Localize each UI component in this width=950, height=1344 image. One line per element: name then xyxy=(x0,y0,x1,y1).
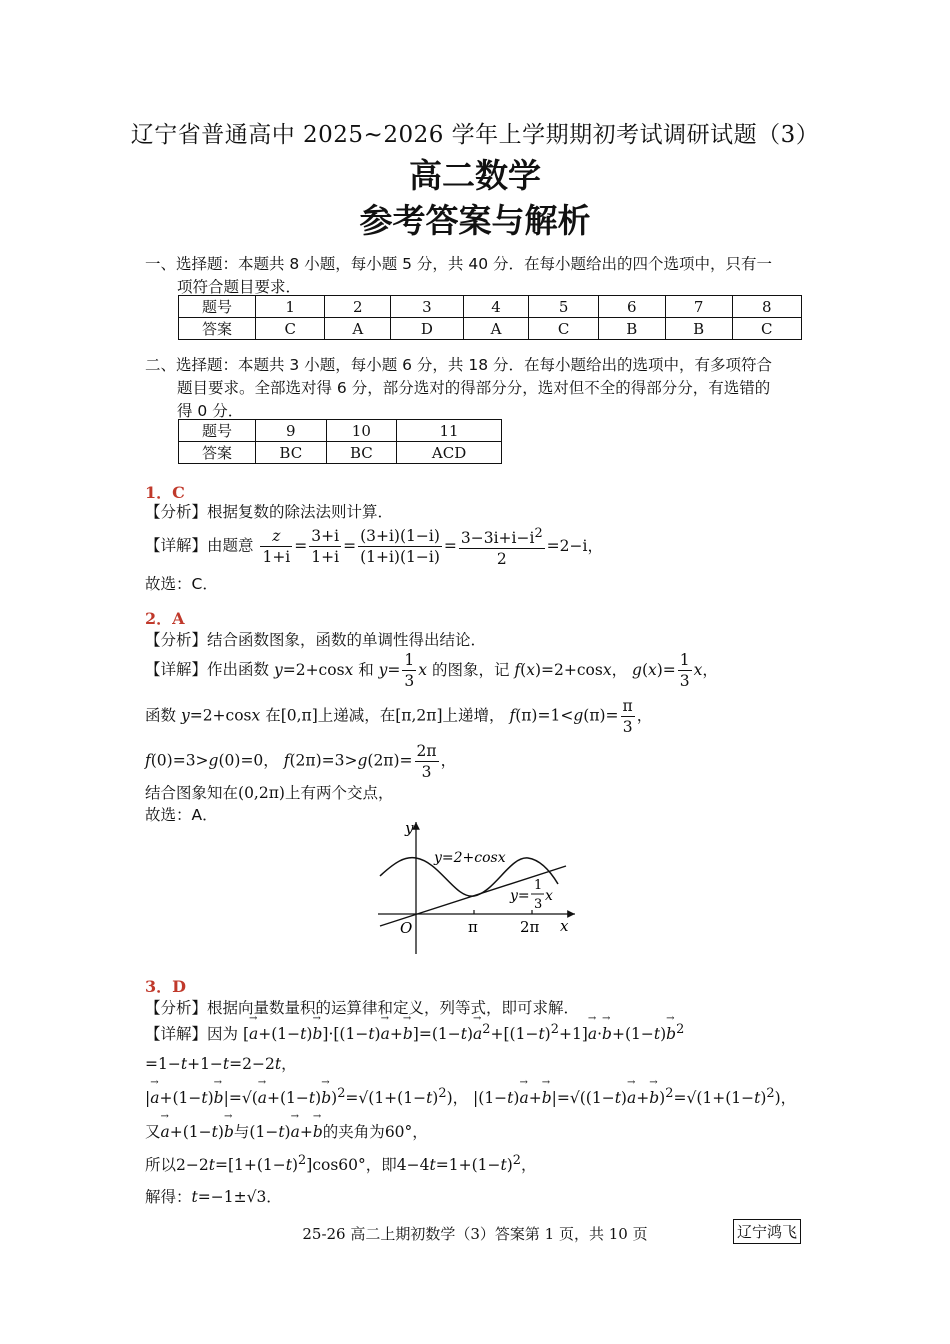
table-cell: 1 xyxy=(256,296,325,318)
q1-equation: $\frac{z}{1+i}$ = $\frac{3+i}{1+i}$ = $\frac{(3+i)(1-i)}{(1+i)(1-i)}$ = $\frac{3-3i+i-i^2}{2}$ =2−i， xyxy=(262,526,603,569)
table-header-number: 题号 xyxy=(179,420,256,442)
table-header-answer: 答案 xyxy=(179,442,256,464)
line-label-den: 3 xyxy=(534,897,543,912)
section2-answer-table xyxy=(178,419,502,464)
section2-desc-line3: 得 0 分． xyxy=(177,402,244,420)
subject-title: 高二数学 xyxy=(409,156,541,195)
table-cell: D xyxy=(391,318,463,340)
table-cell: A xyxy=(463,318,529,340)
page-footer: 25-26 高二上期初数学（3）答案第 1 页，共 10 页 xyxy=(302,1225,648,1243)
function-graph xyxy=(370,814,590,964)
table-cell: C xyxy=(732,318,801,340)
q3-line4-prefix: 所以 xyxy=(145,1156,177,1175)
brand-stamp: 辽宁鸿飞 xyxy=(733,1219,801,1244)
q3-equation-2: =1−t+1−t=2−2t， xyxy=(145,1055,297,1073)
table-cell: A xyxy=(325,318,391,340)
q3-analysis-text: 【分析】根据向量数量积的运算律和定义，列等式，即可求解． xyxy=(145,999,580,1017)
section1-desc-line2: 项符合题目要求． xyxy=(177,278,302,296)
table-cell: ACD xyxy=(397,442,502,464)
q3-line4-mid: ，即 xyxy=(365,1156,397,1175)
q3-equation-1: [→ $a+(1-t)\to b]\cdot[(1-t)\to a+\to b]=(1-t)\to a^2+[(1-t)^2+1]\to a\cdot\to b+(1-t)\to b^2$ xyxy=(243,1025,684,1043)
table-cell: 8 xyxy=(732,296,801,318)
q2-detail-prefix: 【详解】作出函数 xyxy=(145,660,270,679)
q2-line4b-text: 上有两个交点， xyxy=(284,784,394,802)
q3-equation-4: 所以$2-2t=[1+(1-t)^2]\cos 60^\circ$，即$4-4t=1+(1-t)^2$， xyxy=(145,1153,537,1175)
table-cell: 6 xyxy=(598,296,665,318)
q3-line3-prefix: 又 xyxy=(145,1123,161,1141)
q1-analysis xyxy=(145,500,393,522)
table-cell: 4 xyxy=(463,296,529,318)
q3-detail xyxy=(145,1022,684,1044)
q2-analysis xyxy=(145,628,486,650)
table-cell: 5 xyxy=(529,296,598,318)
label-x: x xyxy=(560,917,569,935)
table-row xyxy=(179,442,502,464)
table-cell: C xyxy=(256,318,325,340)
q1-heading: 1．C xyxy=(145,483,185,502)
table-cell: 2 xyxy=(325,296,391,318)
table-cell: 3 xyxy=(391,296,463,318)
label-2pi: 2π xyxy=(520,918,540,936)
label-y: y xyxy=(405,819,414,837)
q3-line5-text: 解得： xyxy=(145,1188,192,1206)
q3-angle-line: 又→ a+(1−t)→ b与(1−t)→ a+→ b的夹角为60°， xyxy=(145,1120,428,1142)
table-cell: 9 xyxy=(256,420,327,442)
q1-detail xyxy=(145,524,603,569)
label-pi: π xyxy=(468,918,478,936)
q3-solution: 解得：t=−1±√3． xyxy=(145,1188,282,1206)
q2-line4-text: 结合图象知在 xyxy=(145,784,239,802)
q3-equation-3: |→ $a+(1-t)\to b|=√(\to a+(1-t)\to b)^2=√(1+(1-t)^2)$， $|(1-t)\to a+\to b|=√((1-t)\to a+\to b)^2=√(1+(1-t)^2)$， xyxy=(145,1086,796,1108)
table-cell: 7 xyxy=(665,296,732,318)
q2-line-intersections: 结合图象知在(0,2π)上有两个交点， xyxy=(145,784,394,802)
table-cell: 11 xyxy=(397,420,502,442)
section2-description xyxy=(145,354,813,423)
table-cell: B xyxy=(665,318,732,340)
line-label-num: 1 xyxy=(534,878,543,893)
q1-detail-prefix: 【详解】由题意 xyxy=(145,536,254,555)
q3-line3-mid: 与 xyxy=(233,1123,250,1141)
section1-answer-table xyxy=(178,295,802,340)
q2-detail xyxy=(145,650,718,691)
document-title: 辽宁省普通高中 2025~2026 学年上学期期初考试调研试题（3） xyxy=(130,122,820,148)
q1-conclusion xyxy=(145,572,218,594)
linear-line xyxy=(380,866,566,926)
q3-analysis xyxy=(145,996,579,1018)
table-row xyxy=(179,318,802,340)
table-header-answer: 答案 xyxy=(179,318,256,340)
q2-conclusion-text: 故选：A． xyxy=(145,806,218,824)
q3-heading: 3．D xyxy=(145,977,187,996)
table-cell: B xyxy=(598,318,665,340)
q1-analysis-text: 【分析】根据复数的除法法则计算． xyxy=(145,503,394,521)
table-row xyxy=(179,296,802,318)
table-cell: BC xyxy=(256,442,327,464)
q2-heading: 2．A xyxy=(145,609,185,628)
q2-equation-1: y=2+cosx 和 y= $\frac{1}{3}$ x 的图象，记 f(x)=2+cosx， g(x)= $\frac{1}{3}$ x， xyxy=(273,651,718,690)
q2-line-monotonic: 函数 y=2+cosx 在[0,π]上递减，在[π,2π]上递增， f(π)=1<g(π)= $\frac{\pi}{3}$ ， xyxy=(145,697,653,736)
section2-desc-line2: 题目要求。全部选对得 6 分，部分选对的得部分分，选对但不全的得部分分，有选错的 xyxy=(177,379,771,397)
label-origin: O xyxy=(400,919,413,937)
table-header-number: 题号 xyxy=(179,296,256,318)
answer-subtitle: 参考答案与解析 xyxy=(359,201,591,240)
q1-conclusion-text: 故选：C． xyxy=(145,575,218,593)
section1-description xyxy=(145,253,813,299)
curve-label: y=2+cosx xyxy=(434,850,506,866)
q3-detail-prefix: 【详解】因为 xyxy=(145,1025,239,1044)
table-cell: C xyxy=(529,318,598,340)
table-row xyxy=(179,420,502,442)
q2-line-values: f(0)=3>g(0)=0， f(2π)=3>g(2π)= $\frac{2\pi}{3}$ ， xyxy=(145,742,457,781)
table-cell: 10 xyxy=(326,420,397,442)
line-label-var: x xyxy=(545,888,553,904)
section2-desc-line1: 二、选择题：本题共 3 小题，每小题 6 分，共 18 分．在每小题给出的选项中，有多项符合 xyxy=(145,356,773,374)
q3-line3-suffix: 的夹角为 xyxy=(322,1123,385,1141)
q2-conclusion xyxy=(145,803,218,825)
line-label: y= xyxy=(510,888,530,904)
table-cell: BC xyxy=(326,442,397,464)
q2-analysis-text: 【分析】结合函数图象，函数的单调性得出结论． xyxy=(145,631,487,649)
section1-desc-line1: 一、选择题：本题共 8 小题，每小题 5 分，共 40 分．在每小题给出的四个选项中，只有一 xyxy=(145,255,773,273)
